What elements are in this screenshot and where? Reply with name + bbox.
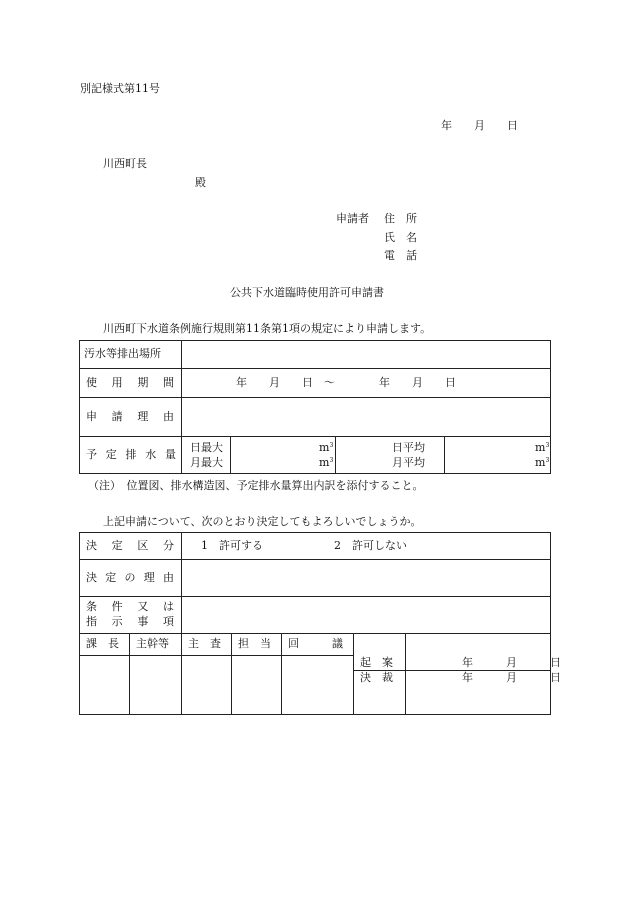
- daily-max-unit: $m^3$: [319, 441, 334, 454]
- applicant-label: 申請者: [336, 212, 369, 225]
- period-value: 年 月 日 ～ 年 月 日: [236, 376, 456, 389]
- applicant-name-label: 氏 名: [384, 231, 417, 244]
- monthly-avg-label: 月平均: [392, 456, 425, 469]
- decision-intro: 上記申請について、次のとおり決定してもよろしいでしょうか。: [103, 515, 422, 528]
- form-number: 別記様式第11号: [80, 82, 160, 95]
- addressee: 川西町長: [103, 157, 147, 170]
- attachment-note: （注） 位置図、排水構造図、予定排水量算出内訳を添付すること。: [88, 479, 424, 492]
- approver-staff: 担 当: [238, 637, 271, 650]
- option-deny: 2 許可しない: [334, 539, 407, 552]
- approver-supervisor: 主幹等: [136, 637, 169, 650]
- approver-inspector: 主 査: [188, 637, 221, 650]
- honorific: 殿: [195, 176, 206, 189]
- decision-date: 年 月 日: [462, 671, 561, 684]
- approver-section-chief: 課 長: [86, 637, 119, 650]
- decision-category-label: 決定区分: [86, 539, 174, 552]
- decision-reason-label: 決定の理由: [86, 571, 174, 584]
- document-title: 公共下水道臨時使用許可申請書: [230, 286, 384, 299]
- monthly-avg-unit: $m^3$: [535, 456, 550, 469]
- daily-max-label: 日最大: [190, 441, 223, 454]
- volume-label: 予定排水量: [86, 448, 176, 461]
- option-permit: 1 許可する: [201, 539, 263, 552]
- draft-label: 起 案: [360, 656, 393, 669]
- decision-label: 決 裁: [360, 671, 393, 684]
- intro-text: 川西町下水道条例施行規則第11条第1項の規定により申請します。: [103, 322, 432, 335]
- conditions-label-line2: 指示事項: [86, 615, 174, 628]
- daily-avg-unit: $m^3$: [535, 441, 550, 454]
- discharge-place-label: 汚水等排出場所: [84, 347, 161, 360]
- draft-date: 年 月 日: [462, 656, 561, 669]
- period-label: 使用期間: [86, 376, 174, 389]
- approver-circulation: 回 議: [288, 637, 343, 650]
- daily-avg-label: 日平均: [392, 441, 425, 454]
- reason-label: 申請理由: [86, 410, 174, 423]
- monthly-max-label: 月最大: [190, 456, 223, 469]
- submission-date: 年 月 日: [441, 119, 518, 132]
- conditions-label-line1: 条件又は: [86, 600, 174, 613]
- monthly-max-unit: $m^3$: [319, 456, 334, 469]
- applicant-address-label: 住 所: [384, 212, 417, 225]
- applicant-phone-label: 電 話: [384, 249, 417, 262]
